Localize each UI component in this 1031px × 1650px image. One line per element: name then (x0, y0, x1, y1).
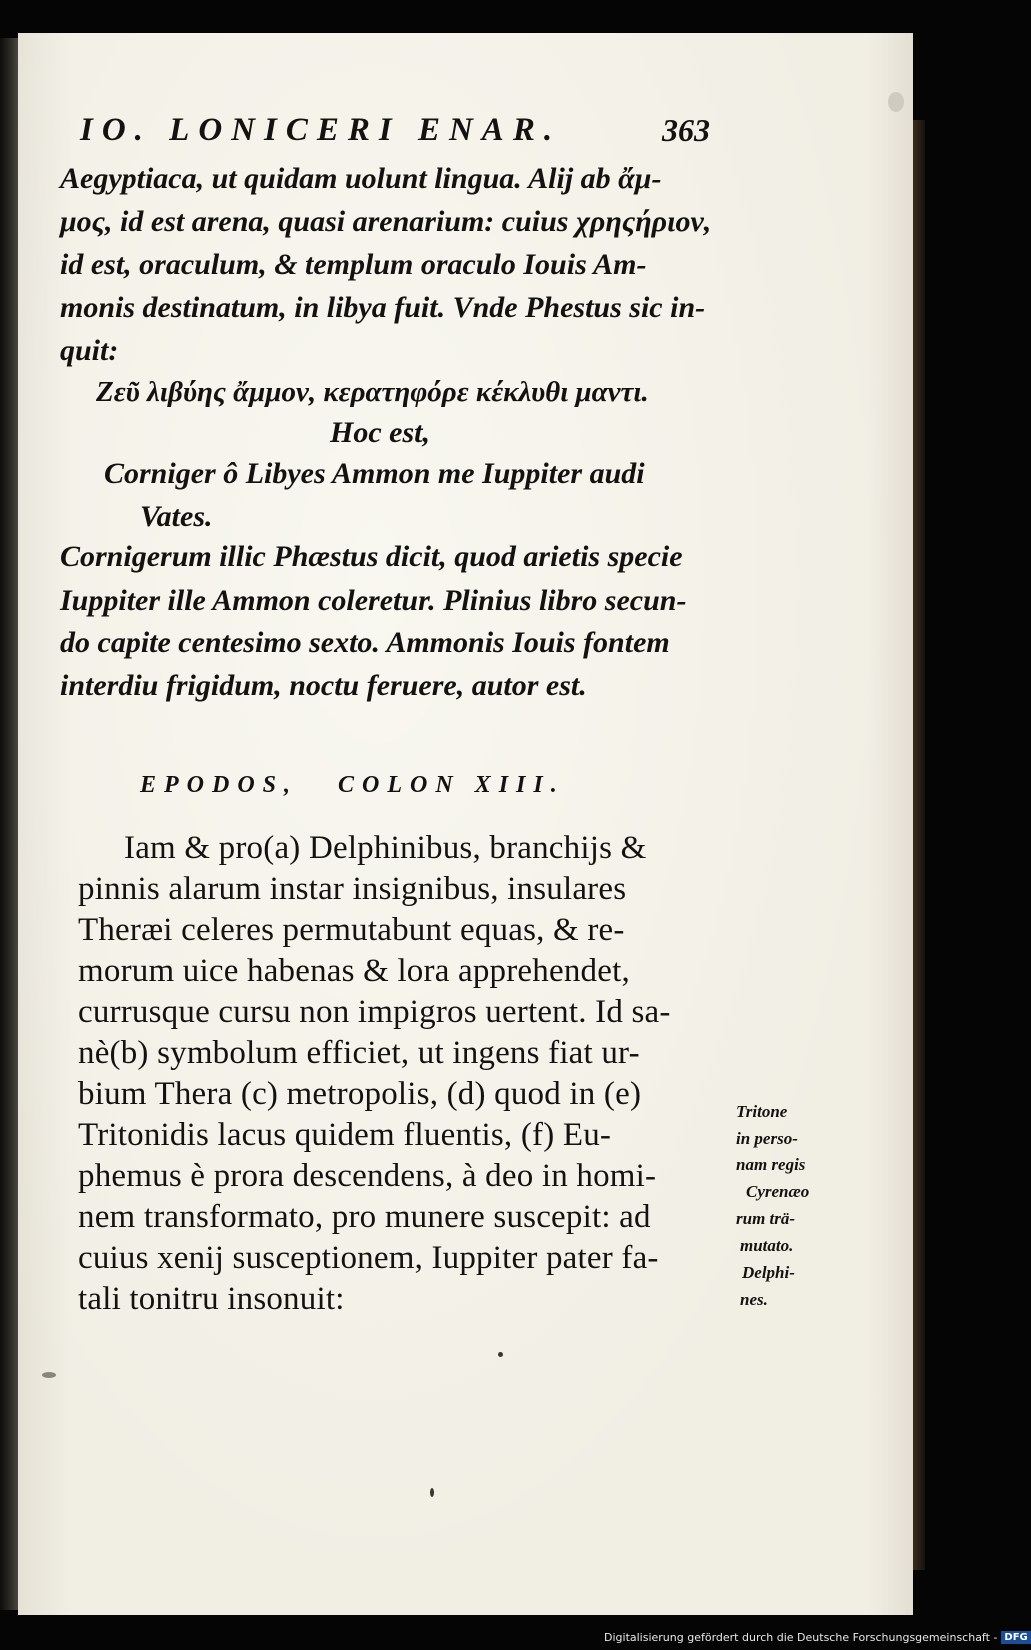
section-heading (140, 772, 565, 799)
paper-blemish (42, 1372, 56, 1378)
paper-blemish (888, 92, 904, 112)
dfg-logo: DFG (1001, 1631, 1030, 1644)
main-text-line: pinnis alarum instar insignibus, insulares (78, 871, 627, 907)
main-text-line: Tritonidis lacus quidem fluentis, (f) Eu- (78, 1117, 612, 1153)
main-text-line: nè(b) symbolum efficiet, ut ingens fiat ur- (78, 1035, 640, 1071)
margin-note-line: Delphi- (742, 1263, 795, 1282)
commentary-line: monis destinatum, in libya fuit. Vnde Phestus sic in- (60, 291, 706, 324)
facing-page-edge (0, 38, 18, 1610)
digitization-credit (604, 1629, 1031, 1646)
margin-note-line: nam regis (736, 1155, 806, 1174)
page-number: 363 (662, 112, 710, 148)
section-heading-left: EPODOS, (140, 772, 299, 798)
margin-note-line: mutato. (740, 1236, 794, 1255)
margin-note-line: rum trä- (736, 1209, 796, 1228)
commentary-line: Cornigerum illic Phæstus dicit, quod arietis specie (60, 540, 683, 573)
commentary-line: Iuppiter ille Ammon coleretur. Plinius libro secun- (60, 584, 687, 617)
margin-note-line: Tritone (736, 1102, 788, 1121)
ink-speck (498, 1352, 503, 1357)
main-text-line: morum uice habenas & lora apprehendet, (78, 953, 630, 989)
ink-speck (430, 1488, 434, 1497)
credit-text: Digitalisierung gefördert durch die Deutsche Forschungsgemeinschaft - (604, 1631, 998, 1644)
main-text-line: Theræi celeres permutabunt equas, & re- (78, 912, 625, 948)
main-text-line: nem transformato, pro munere suscepit: ad (78, 1199, 651, 1235)
margin-note-line: nes. (740, 1290, 768, 1309)
commentary-line: μος, id est arena, quasi arenarium: cuius χρηςήριον, (60, 205, 712, 238)
hoc-est: Hoc est, (330, 416, 430, 449)
commentary-line: quit: (60, 334, 119, 367)
running-head: IO. LONICERI ENAR. (80, 112, 562, 148)
main-text-line: currusque cursu non impigros uertent. Id sa- (78, 994, 671, 1030)
main-text-line: phemus è prora descendens, à deo in homi- (78, 1158, 657, 1194)
main-text-line: tali tonitru insonuit: (78, 1281, 345, 1317)
greek-verse: Ζεῦ λιβύης ἄμμον, κερατηφόρε κέκλυθι μαντι. (96, 376, 649, 408)
latin-verse-line: Corniger ô Libyes Ammon me Iuppiter audi (104, 457, 645, 490)
main-text-line: cuius xenij susceptionem, Iuppiter pater fa- (78, 1240, 659, 1276)
main-text-line: bium Thera (c) metropolis, (d) quod in (e) (78, 1076, 642, 1112)
section-heading-right: COLON XIII. (338, 772, 565, 798)
main-text-line: Iam & pro(a) Delphinibus, branchijs & (124, 830, 647, 866)
margin-note-line: in perso- (736, 1129, 798, 1148)
margin-note-line: Cyrenæo (746, 1182, 810, 1201)
latin-verse-line: Vates. (140, 500, 213, 533)
commentary-line: Aegyptiaca, ut quidam uolunt lingua. Alij ab ἄμ- (60, 162, 662, 195)
commentary-line: interdiu frigidum, noctu feruere, autor est. (60, 669, 587, 702)
book-edge (913, 120, 925, 1570)
commentary-line: do capite centesimo sexto. Ammonis Iouis fontem (60, 626, 670, 659)
commentary-line: id est, oraculum, & templum oraculo Iouis Am- (60, 248, 647, 281)
